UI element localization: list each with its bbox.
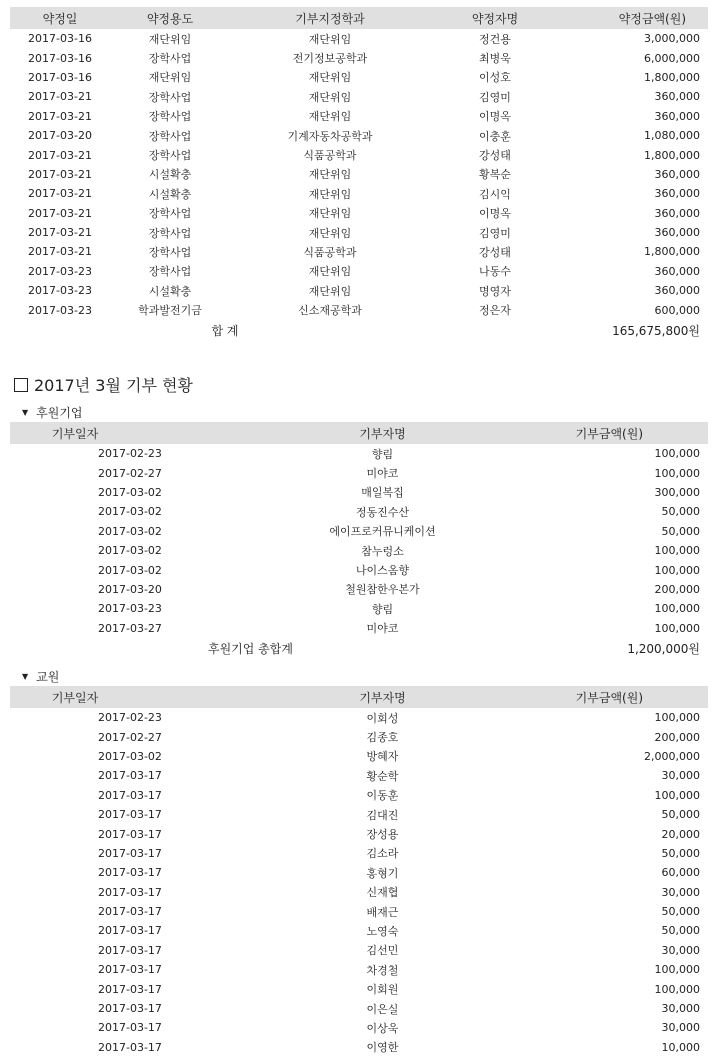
faculty-row [10, 708, 708, 727]
faculty-cell-amount: 30,000 [661, 885, 700, 899]
pledge-row [10, 281, 708, 300]
pledge-cell-department: 재단위임 [308, 110, 352, 124]
faculty-cell-amount: 30,000 [661, 943, 700, 957]
pledge-header-amount: 약정금액(원) [560, 7, 708, 29]
faculty-row [10, 902, 708, 921]
faculty-row [10, 960, 708, 979]
faculty-row [10, 805, 708, 824]
pledge-cell-purpose: 시설확충 [148, 284, 192, 298]
pledge-cell-amount: 6,000,000 [644, 51, 700, 65]
corporate-total-row [10, 638, 708, 660]
corporate-cell-donor: 미야코 [366, 622, 399, 636]
faculty-cell-donor: 이회원 [366, 983, 399, 997]
pledge-cell-donor: 나동수 [479, 265, 511, 279]
faculty-cell-donor: 이영한 [366, 1041, 399, 1055]
faculty-cell-date: 2017-03-17 [98, 769, 162, 783]
pledge-cell-department: 재단위임 [308, 32, 352, 46]
corporate-row [10, 444, 708, 463]
pledge-row [10, 262, 708, 281]
corporate-cell-amount: 100,000 [654, 544, 700, 558]
pledge-cell-amount: 600,000 [654, 303, 700, 317]
pledge-row [10, 300, 708, 319]
faculty-cell-donor: 장성용 [366, 828, 399, 842]
corporate-cell-donor: 에이프로커뮤니케이션 [329, 525, 436, 539]
triangle-down-icon: ▼ [22, 672, 29, 681]
faculty-cell-donor: 노영숙 [366, 924, 399, 938]
corporate-cell-amount: 100,000 [654, 602, 700, 616]
corporate-total-label: 후원기업 총합계 [208, 642, 293, 657]
corporate-cell-amount: 300,000 [654, 485, 700, 499]
faculty-cell-amount: 50,000 [661, 808, 700, 822]
pledge-cell-date: 2017-03-21 [28, 109, 92, 123]
faculty-row [10, 747, 708, 766]
faculty-row [10, 727, 708, 746]
faculty-cell-amount: 100,000 [654, 711, 700, 725]
corporate-cell-donor: 향림 [371, 602, 394, 616]
faculty-subtitle [22, 668, 59, 685]
faculty-row [10, 824, 708, 843]
pledge-cell-date: 2017-03-21 [28, 226, 92, 240]
faculty-row [10, 999, 708, 1018]
pledge-cell-purpose: 장학사업 [148, 110, 192, 124]
faculty-cell-date: 2017-03-17 [98, 866, 162, 880]
pledge-cell-date: 2017-03-23 [28, 284, 92, 298]
pledge-cell-date: 2017-03-21 [28, 187, 92, 201]
faculty-cell-amount: 10,000 [661, 1040, 700, 1054]
corporate-cell-date: 2017-03-02 [98, 563, 162, 577]
pledge-cell-amount: 360,000 [654, 109, 700, 123]
corporate-row [10, 541, 708, 560]
faculty-header-date: 기부일자 [10, 686, 270, 708]
faculty-cell-amount: 200,000 [654, 730, 700, 744]
faculty-row [10, 1018, 708, 1037]
corporate-table [10, 422, 708, 660]
pledge-cell-date: 2017-03-21 [28, 245, 92, 259]
corporate-cell-date: 2017-03-02 [98, 524, 162, 538]
corporate-subtitle-text: 후원기업 [36, 406, 83, 420]
pledge-row [10, 223, 708, 242]
pledge-row [10, 184, 708, 203]
corporate-row [10, 619, 708, 638]
corporate-cell-donor: 철원참한우본가 [345, 583, 420, 597]
faculty-cell-donor: 차경철 [366, 963, 399, 977]
pledge-cell-donor: 강성태 [479, 245, 511, 259]
faculty-cell-donor: 이은실 [366, 1002, 399, 1016]
corporate-row [10, 580, 708, 599]
faculty-cell-date: 2017-02-27 [98, 730, 162, 744]
pledge-cell-donor: 정건용 [479, 32, 511, 46]
pledge-cell-amount: 360,000 [654, 167, 700, 181]
pledge-cell-department: 재단위임 [308, 90, 352, 104]
faculty-cell-date: 2017-03-17 [98, 885, 162, 899]
corporate-cell-date: 2017-03-27 [98, 621, 162, 635]
corporate-row [10, 560, 708, 579]
faculty-cell-date: 2017-03-17 [98, 808, 162, 822]
pledge-cell-donor: 최병욱 [479, 52, 511, 66]
pledge-cell-amount: 1,800,000 [644, 148, 700, 162]
faculty-cell-amount: 30,000 [661, 1002, 700, 1016]
faculty-cell-date: 2017-03-02 [98, 749, 162, 763]
faculty-cell-donor: 김종호 [366, 731, 399, 745]
corporate-cell-date: 2017-03-02 [98, 505, 162, 519]
pledge-row [10, 126, 708, 145]
pledge-total-label: 합 계 [211, 324, 239, 339]
pledge-header-purpose: 약정용도 [110, 7, 230, 29]
corporate-cell-amount: 100,000 [654, 447, 700, 461]
faculty-cell-amount: 50,000 [661, 846, 700, 860]
pledge-cell-date: 2017-03-21 [28, 167, 92, 181]
pledge-cell-amount: 360,000 [654, 264, 700, 278]
pledge-cell-amount: 360,000 [654, 226, 700, 240]
faculty-cell-amount: 100,000 [654, 788, 700, 802]
pledge-header-donor: 약정자명 [430, 7, 560, 29]
faculty-row [10, 941, 708, 960]
pledge-cell-amount: 1,080,000 [644, 129, 700, 143]
faculty-cell-date: 2017-03-17 [98, 846, 162, 860]
faculty-row [10, 766, 708, 785]
corporate-cell-date: 2017-03-23 [98, 602, 162, 616]
faculty-cell-amount: 50,000 [661, 924, 700, 938]
corporate-header-amount: 기부금액(원) [495, 422, 708, 444]
faculty-cell-amount: 60,000 [661, 866, 700, 880]
faculty-row [10, 883, 708, 902]
corporate-header-donor: 기부자명 [270, 422, 495, 444]
pledge-cell-donor: 명영자 [479, 284, 511, 298]
corporate-cell-amount: 200,000 [654, 582, 700, 596]
pledge-row [10, 145, 708, 164]
faculty-header-amount: 기부금액(원) [495, 686, 708, 708]
corporate-cell-amount: 100,000 [654, 621, 700, 635]
pledge-table [10, 7, 708, 342]
pledge-cell-department: 재단위임 [308, 71, 352, 85]
faculty-row [10, 844, 708, 863]
pledge-cell-purpose: 장학사업 [148, 52, 192, 66]
pledge-cell-amount: 1,800,000 [644, 70, 700, 84]
faculty-row [10, 979, 708, 998]
faculty-cell-donor: 배재근 [366, 905, 399, 919]
pledge-header-department: 기부지정학과 [230, 7, 430, 29]
pledge-cell-department: 재단위임 [308, 284, 352, 298]
faculty-cell-donor: 이회성 [366, 711, 399, 725]
pledge-row [10, 165, 708, 184]
faculty-cell-date: 2017-03-17 [98, 1040, 162, 1054]
pledge-cell-purpose: 시설확충 [148, 187, 192, 201]
faculty-cell-donor: 김소라 [366, 847, 399, 861]
pledge-cell-donor: 강성태 [479, 149, 511, 163]
faculty-row [10, 1038, 708, 1057]
faculty-cell-date: 2017-03-17 [98, 1021, 162, 1035]
pledge-cell-department: 식품공학과 [303, 245, 357, 259]
corporate-row [10, 463, 708, 482]
faculty-cell-donor: 이상욱 [366, 1021, 399, 1035]
pledge-cell-date: 2017-03-16 [28, 70, 92, 84]
pledge-cell-purpose: 장학사업 [148, 207, 192, 221]
corporate-cell-donor: 정동진수산 [355, 505, 410, 519]
corporate-cell-donor: 참누렁소 [361, 544, 404, 558]
pledge-cell-donor: 이성호 [479, 71, 511, 85]
faculty-cell-date: 2017-03-17 [98, 943, 162, 957]
corporate-cell-donor: 미야코 [366, 467, 399, 481]
pledge-cell-amount: 1,800,000 [644, 245, 700, 259]
corporate-cell-amount: 100,000 [654, 563, 700, 577]
section-title-text: 2017년 3월 기부 현황 [34, 376, 193, 395]
faculty-cell-amount: 100,000 [654, 963, 700, 977]
pledge-cell-donor: 이명옥 [479, 110, 511, 124]
faculty-cell-donor: 홍형기 [366, 866, 399, 880]
pledge-row [10, 107, 708, 126]
faculty-cell-date: 2017-03-17 [98, 982, 162, 996]
pledge-cell-date: 2017-03-16 [28, 32, 92, 46]
faculty-cell-donor: 신재협 [366, 886, 399, 900]
pledge-header-row [10, 7, 708, 29]
pledge-cell-donor: 김영미 [479, 226, 511, 240]
pledge-cell-donor: 정은자 [479, 304, 511, 318]
faculty-row [10, 786, 708, 805]
pledge-cell-purpose: 장학사업 [148, 265, 192, 279]
faculty-cell-date: 2017-03-17 [98, 905, 162, 919]
faculty-header-donor: 기부자명 [270, 686, 495, 708]
pledge-row [10, 48, 708, 67]
pledge-cell-amount: 3,000,000 [644, 32, 700, 46]
pledge-row [10, 242, 708, 261]
pledge-cell-date: 2017-03-21 [28, 90, 92, 104]
faculty-cell-donor: 김대진 [366, 808, 399, 822]
pledge-cell-donor: 황복순 [479, 168, 511, 182]
pledge-row [10, 87, 708, 106]
pledge-row [10, 204, 708, 223]
faculty-row [10, 921, 708, 940]
faculty-cell-date: 2017-03-17 [98, 827, 162, 841]
pledge-cell-department: 식품공학과 [303, 149, 357, 163]
pledge-total-value: 165,675,800원 [612, 324, 700, 339]
faculty-cell-date: 2017-03-17 [98, 924, 162, 938]
pledge-cell-department: 재단위임 [308, 207, 352, 221]
faculty-cell-amount: 100,000 [654, 982, 700, 996]
pledge-row [10, 68, 708, 87]
corporate-row [10, 483, 708, 502]
corporate-total-value: 1,200,000원 [627, 642, 700, 657]
pledge-cell-purpose: 장학사업 [148, 226, 192, 240]
corporate-cell-donor: 향림 [371, 447, 394, 461]
pledge-cell-purpose: 재단위임 [148, 71, 192, 85]
faculty-cell-date: 2017-02-23 [98, 711, 162, 725]
pledge-cell-amount: 360,000 [654, 187, 700, 201]
corporate-cell-date: 2017-03-02 [98, 485, 162, 499]
pledge-cell-purpose: 시설확충 [148, 168, 192, 182]
faculty-cell-donor: 황순학 [366, 769, 399, 783]
corporate-cell-donor: 나이스옴향 [355, 564, 410, 578]
pledge-cell-purpose: 재단위임 [148, 32, 192, 46]
pledge-cell-amount: 360,000 [654, 206, 700, 220]
corporate-cell-date: 2017-02-23 [98, 447, 162, 461]
pledge-cell-donor: 이충훈 [479, 129, 511, 143]
faculty-row [10, 863, 708, 882]
faculty-cell-date: 2017-03-17 [98, 1002, 162, 1016]
pledge-cell-date: 2017-03-21 [28, 148, 92, 162]
faculty-cell-donor: 이동훈 [366, 789, 399, 803]
pledge-cell-amount: 360,000 [654, 90, 700, 104]
faculty-table [10, 686, 708, 1057]
section-title [14, 373, 193, 396]
corporate-cell-date: 2017-03-20 [98, 582, 162, 596]
pledge-row [10, 29, 708, 48]
checkbox-icon [14, 378, 28, 392]
corporate-header-row [10, 422, 708, 444]
faculty-subtitle-text: 교원 [36, 670, 60, 684]
pledge-cell-department: 재단위임 [308, 226, 352, 240]
pledge-total-row [10, 320, 708, 342]
pledge-cell-purpose: 장학사업 [148, 245, 192, 259]
pledge-cell-department: 전기정보공학과 [292, 52, 368, 66]
corporate-header-date: 기부일자 [10, 422, 270, 444]
faculty-cell-amount: 2,000,000 [644, 749, 700, 763]
pledge-cell-purpose: 장학사업 [148, 129, 192, 143]
pledge-cell-amount: 360,000 [654, 284, 700, 298]
corporate-cell-amount: 50,000 [661, 524, 700, 538]
pledge-cell-donor: 김영미 [479, 90, 511, 104]
faculty-cell-amount: 30,000 [661, 1021, 700, 1035]
pledge-cell-date: 2017-03-23 [28, 303, 92, 317]
triangle-down-icon: ▼ [22, 408, 29, 417]
pledge-cell-date: 2017-03-21 [28, 206, 92, 220]
faculty-cell-donor: 김선민 [366, 944, 399, 958]
pledge-cell-date: 2017-03-23 [28, 264, 92, 278]
corporate-row [10, 599, 708, 618]
pledge-cell-purpose: 학과발전기금 [138, 304, 202, 318]
pledge-cell-department: 신소재공학과 [298, 304, 362, 318]
corporate-row [10, 502, 708, 521]
pledge-cell-donor: 김시익 [479, 187, 511, 201]
pledge-cell-department: 재단위임 [308, 187, 352, 201]
corporate-cell-amount: 100,000 [654, 466, 700, 480]
corporate-subtitle [22, 404, 83, 421]
faculty-cell-amount: 30,000 [661, 769, 700, 783]
pledge-cell-date: 2017-03-20 [28, 129, 92, 143]
faculty-cell-amount: 50,000 [661, 905, 700, 919]
pledge-header-date: 약정일 [10, 7, 110, 29]
corporate-cell-date: 2017-03-02 [98, 544, 162, 558]
faculty-cell-donor: 방혜자 [366, 750, 399, 764]
corporate-cell-date: 2017-02-27 [98, 466, 162, 480]
pledge-cell-purpose: 장학사업 [148, 90, 192, 104]
corporate-cell-amount: 50,000 [661, 505, 700, 519]
corporate-row [10, 522, 708, 541]
corporate-cell-donor: 매일복집 [361, 486, 404, 500]
pledge-cell-department: 재단위임 [308, 168, 352, 182]
pledge-cell-department: 재단위임 [308, 265, 352, 279]
faculty-cell-amount: 20,000 [661, 827, 700, 841]
faculty-header-row [10, 686, 708, 708]
pledge-cell-department: 기계자동차공학과 [287, 129, 373, 143]
pledge-cell-date: 2017-03-16 [28, 51, 92, 65]
faculty-cell-date: 2017-03-17 [98, 963, 162, 977]
faculty-cell-date: 2017-03-17 [98, 788, 162, 802]
pledge-cell-purpose: 장학사업 [148, 149, 192, 163]
pledge-cell-donor: 이명옥 [479, 207, 511, 221]
